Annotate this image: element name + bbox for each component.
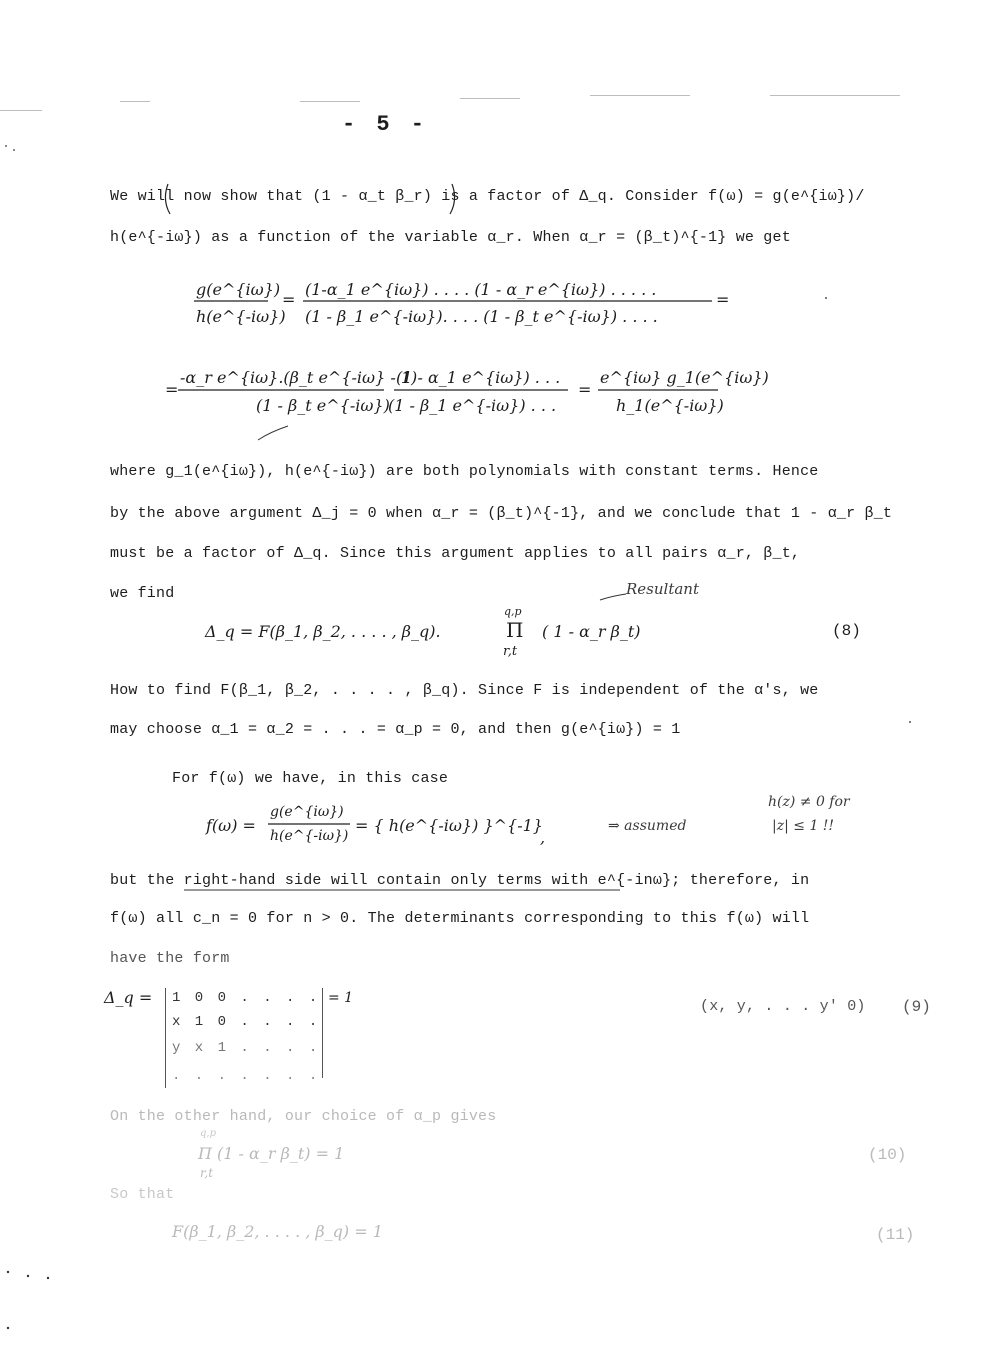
eq-a-lhs-denominator: h(e^{-iω}) (196, 307, 286, 326)
para5-line2: f(ω) all c_n = 0 for n > 0. The determinants corresponding to this f(ω) will (110, 910, 810, 927)
faded-line-1: On the other hand, our choice of α_p gives (110, 1108, 497, 1125)
eq-b-equals: = (578, 380, 592, 399)
scan-speck (13, 149, 15, 151)
handwritten-parens (165, 184, 454, 214)
handwritten-resultant-note: Resultant (626, 580, 699, 598)
handwritten-condition-1: h(z) ≠ 0 for (768, 794, 850, 810)
determinant-row: 1 0 0 . . . . (172, 990, 321, 1006)
eq9-number: (9) (902, 998, 931, 1016)
eq8-product-symbol: Π (506, 618, 524, 642)
scan-speck (27, 1275, 29, 1277)
faded-eq10-upper: q,p (200, 1128, 216, 1139)
eq8-product-upper: q,p (504, 605, 522, 618)
eq-b-numerator-2: (1 - α_1 e^{iω}) . . . (396, 368, 561, 387)
determinant-row: y x 1 . . . . (172, 1040, 321, 1056)
eq9-value: = 1 (328, 990, 354, 1006)
handwritten-stroke (258, 426, 288, 440)
faded-eq10-lower: r,t (200, 1166, 214, 1180)
eq-b-denominator-2: (1 - β_1 e^{-iω}) . . . (388, 396, 557, 415)
faded-eq11: F(β_1, β_2, . . . . , β_q) = 1 (172, 1222, 383, 1241)
scan-speck (825, 297, 827, 299)
scan-speck (909, 721, 911, 723)
para5-line1: but the right-hand side will contain only terms with e^{-inω}; therefore, in (110, 872, 810, 889)
handwritten-stroke (600, 594, 626, 600)
eq-a-mid-numerator: (1-α_1 e^{iω}) . . . . (1 - α_r e^{iω}) . . . . . (305, 280, 657, 299)
eq-f-numerator: g(e^{iω}) (270, 804, 344, 820)
eq-b-numerator-1: -α_r e^{iω}.(β_t e^{-iω} - 1) (180, 368, 418, 387)
determinant-row: . . . . . . . (172, 1068, 321, 1084)
scan-speck (7, 1271, 9, 1273)
eq8-number: (8) (832, 622, 861, 640)
eq-a-equals-sign: = (282, 290, 296, 309)
para2-line2: by the above argument Δ_j = 0 when α_r = (β_t)^{-1}, and we conclude that 1 - α_r β_t (110, 505, 893, 522)
faded-eq11-number: (11) (876, 1226, 915, 1244)
eq-f-rhs: = { h(e^{-iω}) }^{-1} (355, 816, 543, 835)
scan-speck (5, 145, 7, 147)
scan-speck (7, 1327, 9, 1329)
eq-b-lead-equals: = (165, 380, 179, 399)
faded-line-2: So that (110, 1186, 175, 1203)
para1-line2: h(e^{-iω}) as a function of the variable α_r. When α_r = (β_t)^{-1} we get (110, 229, 791, 246)
para2-line3: must be a factor of Δ_q. Since this argument applies to all pairs α_r, β_t, (110, 545, 801, 562)
eq-a-trailing-equals: = (716, 290, 730, 309)
eq-b-numerator-3: e^{iω} g_1(e^{iω}) (600, 368, 769, 387)
handwritten-assumed-note: ⇒ assumed (608, 818, 687, 834)
eq-a-lhs-numerator: g(e^{iω}) (196, 280, 281, 299)
eq9-arguments: (x, y, . . . y' 0) (700, 998, 866, 1015)
eq8-lhs: Δ_q = F(β_1, β_2, . . . . , β_q). (205, 622, 441, 641)
handwritten-condition-2: |z| ≤ 1 !! (772, 818, 835, 834)
eq8-product-lower: r,t (503, 644, 518, 659)
eq-f-denominator: h(e^{-iω}) (270, 828, 349, 844)
para3-line2: may choose α_1 = α_2 = . . . = α_p = 0, and then g(e^{iω}) = 1 (110, 721, 681, 738)
para2-line4: we find (110, 585, 175, 602)
scan-speck (47, 1277, 49, 1279)
determinant-row: x 1 0 . . . . (172, 1014, 321, 1030)
para2-line1: where g_1(e^{iω}), h(e^{-iω}) are both polynomials with constant terms. Hence (110, 463, 819, 480)
eq-a-mid-denominator: (1 - β_1 e^{-iω}). . . . (1 - β_t e^{-iω}) . . . . (305, 307, 658, 326)
para3-line1: How to find F(β_1, β_2, . . . . , β_q). Since F is independent of the α's, we (110, 682, 819, 699)
eq9-lhs: Δ_q = (104, 988, 153, 1007)
eq-f-comma: , (540, 828, 546, 847)
para1-line1: We will now show that (1 - α_t β_r) is a factor of Δ_q. Consider f(ω) = g(e^{iω})/ (110, 188, 865, 205)
faded-eq10: Π (1 - α_r β_t) = 1 (198, 1144, 345, 1163)
page-number: - 5 - (342, 112, 429, 137)
eq8-rhs: ( 1 - α_r β_t) (542, 622, 641, 641)
faded-eq10-number: (10) (868, 1146, 907, 1164)
para4-line1: For f(ω) we have, in this case (172, 770, 449, 787)
eq-f-lhs: f(ω) = (206, 816, 256, 835)
eq-b-denominator-1: (1 - β_t e^{-iω}) (256, 396, 390, 415)
para5-line3: have the form (110, 950, 230, 967)
eq-b-denominator-3: h_1(e^{-iω}) (616, 396, 724, 415)
